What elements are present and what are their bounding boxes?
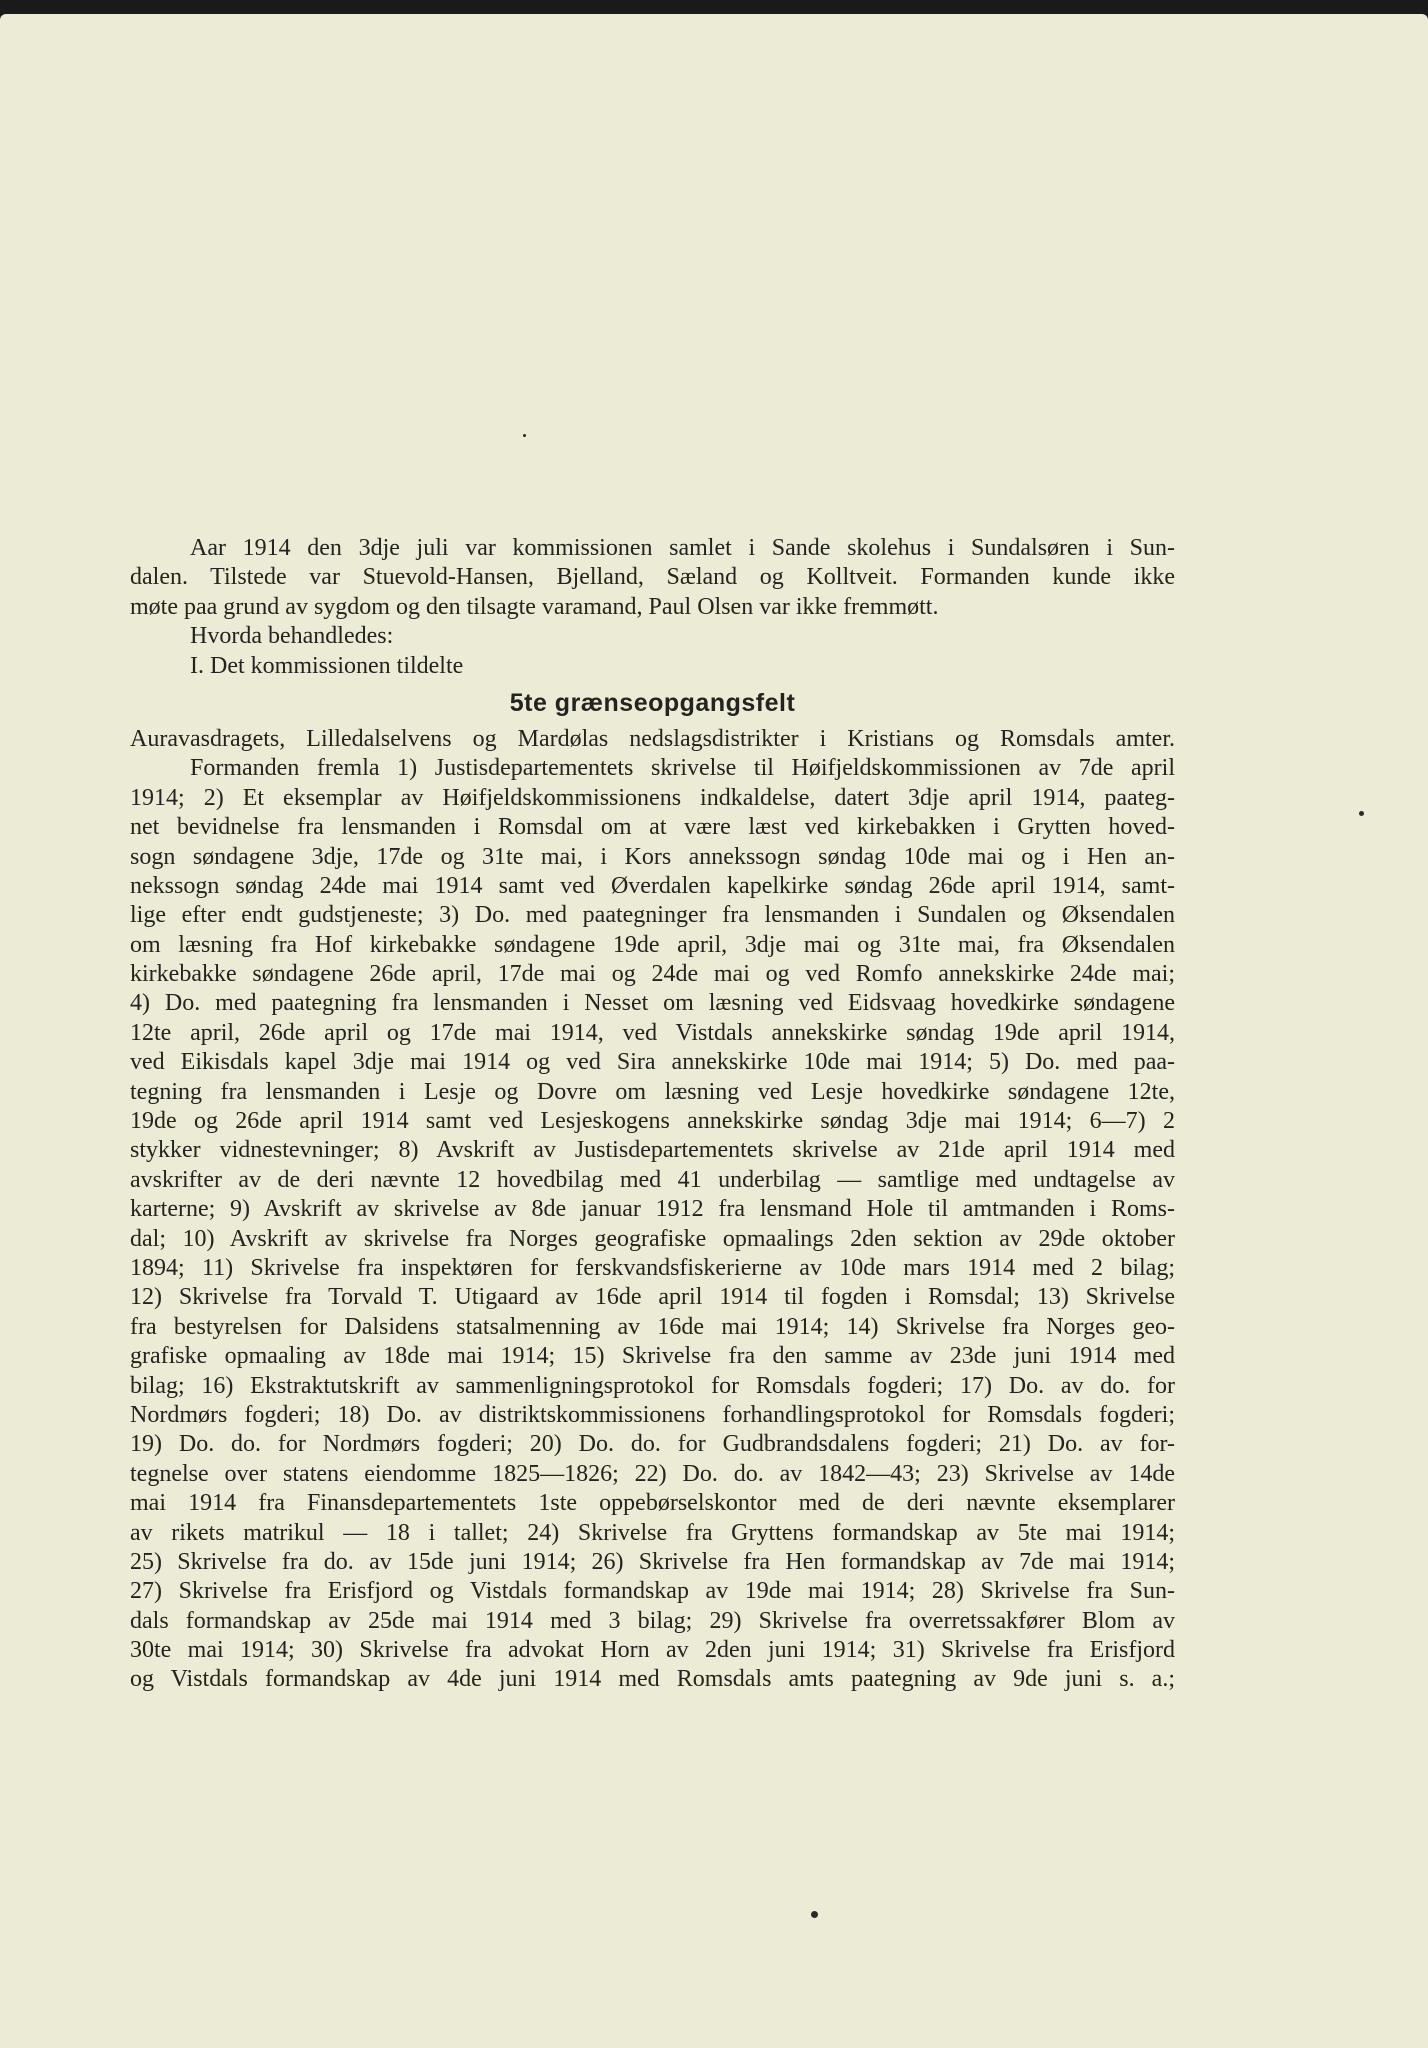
body-line: fra bestyrelsen for Dalsidens statsalmenning av 16de mai 1914; 14) Skrivelse fra Norges geo- — [130, 1313, 1175, 1340]
body-line: ved Eikisdals kapel 3dje mai 1914 og ved Sira annekskirke 10de mai 1914; 5) Do. med paa- — [130, 1049, 1175, 1076]
body-line: Auravasdragets, Lilledalselvens og Mardølas nedslagsdistrikter i Kristians og Romsdals amter. — [130, 725, 1175, 752]
body-line: 1894; 11) Skrivelse fra inspektøren for ferskvandsfiskerierne av 10de mars 1914 med 2 bilag; — [130, 1254, 1175, 1281]
body-line: avskrifter av de deri nævnte 12 hovedbilag med 41 underbilag — samtlige med undtagelse av — [130, 1166, 1175, 1193]
opening-line: møte paa grund av sygdom og den tilsagte varamand, Paul Olsen var ikke fremmøtt. — [130, 593, 939, 620]
body-line: dal; 10) Avskrift av skrivelse fra Norges geografiske opmaalings 2den sektion av 29de oktober — [130, 1225, 1175, 1252]
body-line: 27) Skrivelse fra Erisfjord og Vistdals formandskap av 19de mai 1914; 28) Skrivelse fra Sun- — [130, 1578, 1175, 1605]
body-line: nekssogn søndag 24de mai 1914 samt ved Øverdalen kapelkirke søndag 26de april 1914, samt- — [130, 872, 1175, 899]
opening-line: Aar 1914 den 3dje juli var kommissionen samlet i Sande skolehus i Sundalsøren i Sun- — [190, 535, 1175, 561]
document-text — [130, 534, 1175, 1695]
section-heading: 5te grænseopgangsfelt — [509, 688, 796, 717]
body-line: net bevidnelse fra lensmanden i Romsdal om at være læst ved kirkebakken i Grytten hoved- — [130, 814, 1175, 841]
body-line: stykker vidnestevninger; 8) Avskrift av Justisdepartementets skrivelse av 21de april 1914 med — [130, 1137, 1175, 1164]
body-line: 19) Do. do. for Nordmørs fogderi; 20) Do. do. for Gudbrandsdalens fogderi; 21) Do. av for- — [130, 1431, 1175, 1458]
body-line: 30te mai 1914; 30) Skrivelse fra advokat Horn av 2den juni 1914; 31) Skrivelse fra Erisfjord — [130, 1637, 1175, 1664]
body-line: kirkebakke søndagene 26de april, 17de mai og 24de mai og ved Romfo annekskirke 24de mai; — [130, 961, 1175, 988]
body-line: mai 1914 fra Finansdepartementets 1ste oppebørselskontor med de deri nævnte eksemplarer — [130, 1490, 1175, 1517]
body-line: Nordmørs fogderi; 18) Do. av distriktskommissionens forhandlingsprotokol for Romsdals fogderi; — [130, 1401, 1175, 1428]
body-line: 4) Do. med paategning fra lensmanden i Nesset om læsning ved Eidsvaag hovedkirke søndagene — [130, 990, 1175, 1017]
body-line: Formanden fremla 1) Justisdepartementets skrivelse til Høifjeldskommissionen av 7de april — [190, 755, 1175, 782]
opening-line: I. Det kommissionen tildelte — [190, 652, 464, 679]
body-line: 12te april, 26de april og 17de mai 1914, ved Vistdals annekskirke søndag 19de april 1914, — [130, 1019, 1175, 1046]
body-line: og Vistdals formandskap av 4de juni 1914 med Romsdals amts paategning av 9de juni s. a.; — [130, 1666, 1175, 1693]
body-line: sogn søndagene 3dje, 17de og 31te mai, i Kors annekssogn søndag 10de mai og i Hen an- — [130, 843, 1175, 870]
speck-mark — [523, 434, 526, 437]
opening-line: Hvorda behandledes: — [190, 623, 394, 650]
body-line: 12) Skrivelse fra Torvald T. Utigaard av 16de april 1914 til fogden i Romsdal; 13) Skrivelse — [130, 1284, 1175, 1311]
body-line: grafiske opmaaling av 18de mai 1914; 15) Skrivelse fra den samme av 23de juni 1914 med — [130, 1343, 1175, 1370]
body-line: bilag; 16) Ekstraktutskrift av sammenligningsprotokol for Romsdals fogderi; 17) Do. av do. for — [130, 1372, 1175, 1399]
body-line: 25) Skrivelse fra do. av 15de juni 1914; 26) Skrivelse fra Hen formandskap av 7de mai 1914; — [130, 1548, 1175, 1575]
body-line: karterne; 9) Avskrift av skrivelse av 8de januar 1912 fra lensmand Hole til amtmanden i Roms- — [130, 1196, 1175, 1223]
footer-dot — [811, 1911, 818, 1918]
body-line: lige efter endt gudstjeneste; 3) Do. med paategninger fra lensmanden i Sundalen og Øksendalen — [130, 902, 1175, 929]
body-line: tegning fra lensmanden i Lesje og Dovre om læsning ved Lesje hovedkirke søndagene 12te, — [130, 1078, 1175, 1105]
body-line: om læsning fra Hof kirkebakke søndagene 19de april, 3dje mai og 31te mai, fra Øksendalen — [130, 931, 1175, 958]
document-page — [0, 14, 1428, 2048]
body-line: 19de og 26de april 1914 samt ved Lesjeskogens annekskirke søndag 3dje mai 1914; 6—7) 2 — [130, 1108, 1175, 1135]
body-line: tegnelse over statens eiendomme 1825—1826; 22) Do. do. av 1842—43; 23) Skrivelse av 14de — [130, 1460, 1175, 1487]
opening-line: dalen. Tilstede var Stuevold-Hansen, Bjelland, Sæland og Kolltveit. Formanden kunde ikke — [130, 564, 1175, 591]
margin-dot — [1359, 811, 1364, 816]
body-line: dals formandskap av 25de mai 1914 med 3 bilag; 29) Skrivelse fra overretssakfører Blom av — [130, 1607, 1175, 1634]
body-line: av rikets matrikul — 18 i tallet; 24) Skrivelse fra Gryttens formandskap av 5te mai 1914; — [130, 1519, 1175, 1546]
body-line: 1914; 2) Et eksemplar av Høifjeldskommissionens indkaldelse, datert 3dje april 1914, paateg- — [130, 784, 1175, 811]
